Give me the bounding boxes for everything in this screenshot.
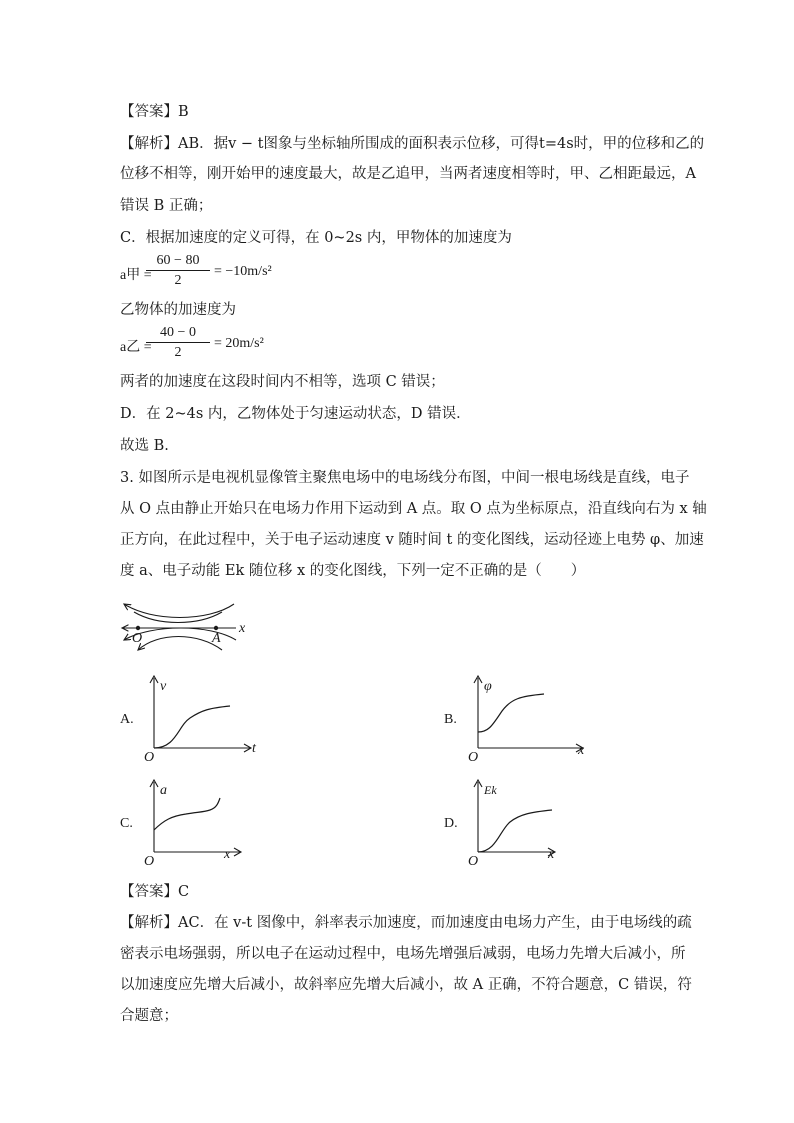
analysis-line: 【解析】AB．据v − t图象与坐标轴所围成的面积表示位移，可得t=4s时，甲的位移和乙的 bbox=[120, 136, 705, 152]
axis-y-label: Ek bbox=[484, 783, 497, 797]
numerator: 60 − 80 bbox=[156, 253, 200, 268]
field-line-diagram bbox=[116, 598, 256, 668]
numerator: 40 − 0 bbox=[160, 325, 196, 340]
origin-label: O bbox=[468, 854, 479, 869]
formula-rhs: = 20m/s² bbox=[214, 336, 264, 351]
axis-y-label: a bbox=[160, 783, 167, 798]
option-c-label: C. bbox=[120, 816, 133, 831]
formula-rhs: = −10m/s² bbox=[214, 264, 272, 279]
axis-y-label: v bbox=[160, 679, 167, 694]
denominator: 2 bbox=[174, 345, 182, 360]
option-d-label: D. bbox=[444, 816, 458, 831]
question-line: 度 a、电子动能 Ek 随位移 x 的变化图线，下列一定不正确的是（ ） bbox=[120, 563, 586, 579]
question-line: 3. 如图所示是电视机显像管主聚焦电场中的电场线分布图，中间一根电场线是直线，电子 bbox=[120, 470, 690, 486]
option-b-label: B. bbox=[444, 712, 457, 727]
label-x: x bbox=[239, 621, 246, 636]
axis-x-label: x bbox=[548, 847, 555, 862]
analysis-line: C．根据加速度的定义可得，在 0~2s 内，甲物体的加速度为 bbox=[120, 230, 512, 246]
label-A: A bbox=[212, 631, 221, 646]
label-O: O bbox=[132, 631, 143, 646]
analysis-line: 两者的加速度在这段时间内不相等，选项 C 错误； bbox=[120, 374, 445, 390]
question-line: 从 O 点由静止开始只在电场力作用下运动到 A 点。取 O 点为坐标原点，沿直线向右为 x 轴 bbox=[120, 501, 707, 517]
option-c-graph bbox=[140, 778, 260, 868]
axis-x-label: x bbox=[224, 847, 231, 862]
axis-x-label: t bbox=[252, 741, 256, 756]
answer-line-3: 【答案】C bbox=[120, 884, 190, 900]
origin-label: O bbox=[144, 854, 155, 869]
analysis-line: 密表示电场强弱，所以电子在运动过程中，电场先增强后减弱，电场力先增大后减小，所 bbox=[120, 946, 686, 962]
question-line: 正方向，在此过程中，关于电子运动速度 v 随时间 t 的变化图线，运动径迹上电势 φ、加速 bbox=[120, 532, 704, 548]
analysis-line: 故选 B. bbox=[120, 438, 169, 454]
formula-lhs: a甲 = bbox=[120, 268, 152, 283]
analysis-line: 位移不相等，刚开始甲的速度最大，故是乙追甲，当两者速度相等时，甲、乙相距最远，A bbox=[120, 166, 696, 182]
analysis-line: 【解析】AC．在 v-t 图像中，斜率表示加速度，而加速度由电场力产生，由于电场线的疏 bbox=[120, 915, 692, 931]
analysis-line: 以加速度应先增大后减小，故斜率应先增大后减小，故 A 正确，不符合题意，C 错误，符 bbox=[120, 977, 692, 993]
origin-label: O bbox=[468, 750, 479, 765]
denominator: 2 bbox=[174, 273, 182, 288]
answer-line-1: 【答案】B bbox=[120, 104, 189, 120]
formula-lhs: a乙 = bbox=[120, 340, 152, 355]
option-a-graph bbox=[140, 674, 260, 764]
analysis-line: 错误 B 正确； bbox=[120, 198, 213, 214]
origin-label: O bbox=[144, 750, 155, 765]
analysis-line: 合题意； bbox=[120, 1008, 178, 1024]
fraction bbox=[146, 324, 210, 361]
option-d-graph bbox=[464, 778, 594, 868]
axis-x-label: x bbox=[578, 743, 585, 758]
fraction bbox=[146, 252, 210, 289]
option-b-graph bbox=[464, 674, 594, 764]
analysis-line: D．在 2~4s 内，乙物体处于匀速运动状态，D 错误． bbox=[120, 406, 471, 422]
text-yi: 乙物体的加速度为 bbox=[120, 302, 236, 318]
axis-y-label: φ bbox=[484, 679, 492, 694]
option-a-label: A. bbox=[120, 712, 134, 727]
